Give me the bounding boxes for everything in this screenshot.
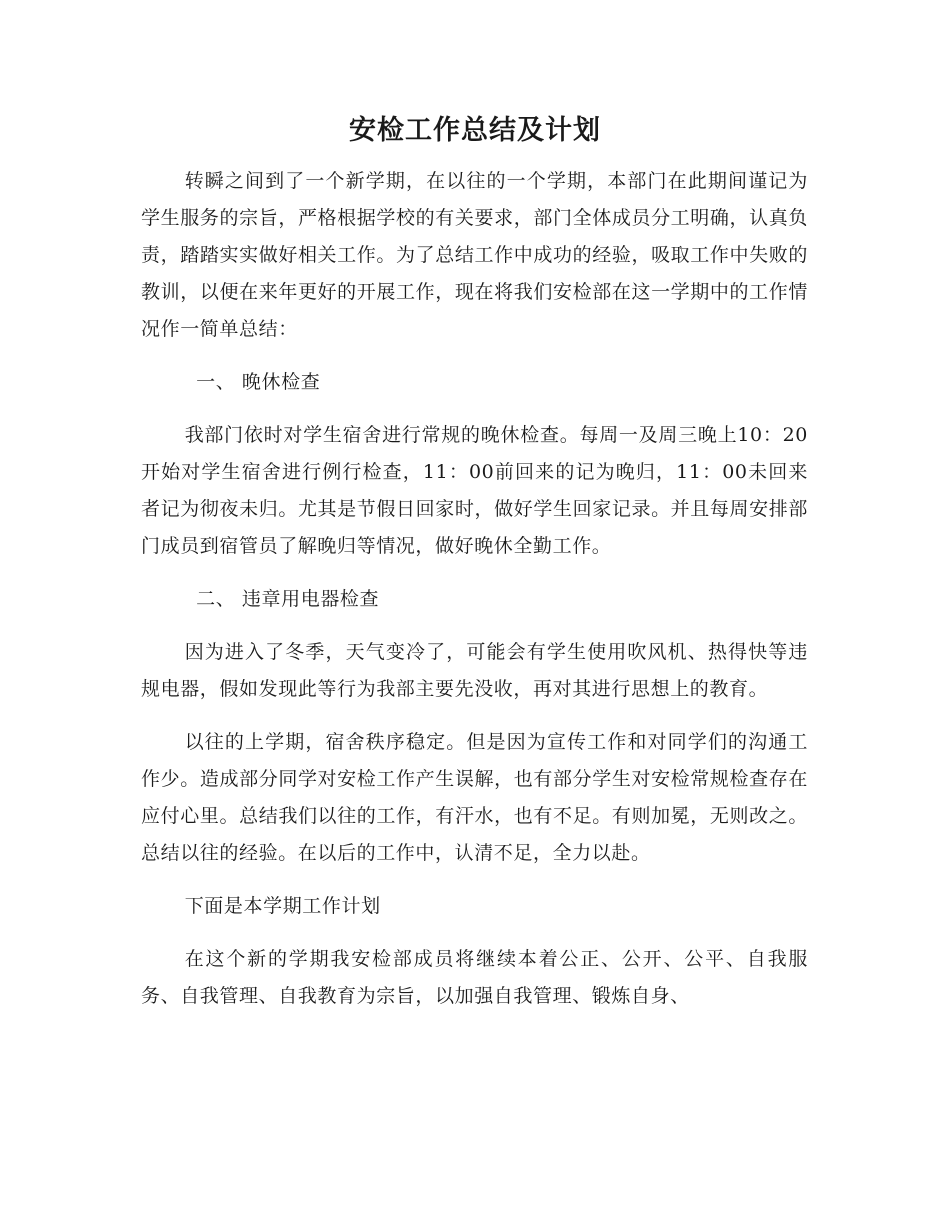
section-heading-appliance-check: 二、 违章用电器检查	[196, 588, 380, 610]
intro-paragraph: 转瞬之间到了一个新学期，在以往的一个学期，本部门在此期间谨记为学生服务的宗旨，严格根据学校的有关要求，部门全体成员分工明确，认真负责，踏踏实实做好相关工作。为了总结工作中成功的经验，吸取工作中失败的教训，以便在来年更好的开展工作，现在将我们安检部在这一学期中的工作情况作一简单总结：	[141, 170, 808, 340]
plan-heading: 下面是本学期工作计划	[184, 895, 381, 917]
review-paragraph: 以往的上学期，宿舍秩序稳定。但是因为宣传工作和对同学们的沟通工作少。造成部分同学对安检工作产生误解，也有部分学生对安检常规检查存在应付心里。总结我们以往的工作，有汗水，也有不足。有则加冕，无则改之。总结以往的经验。在以后的工作中，认清不足，全力以赴。	[141, 731, 808, 864]
night-check-paragraph: 我部门依时对学生宿舍进行常规的晚休检查。每周一及周三晚上10：20开始对学生宿舍进行例行检查，11：00前回来的记为晚归，11：00未回来者记为彻夜未归。尤其是节假日回家时，做好学生回家记录。并且每周安排部门成员到宿管员了解晚归等情况，做好晚休全勤工作。	[141, 424, 808, 557]
plan-paragraph: 在这个新的学期我安检部成员将继续本着公正、公开、公平、自我服务、自我管理、自我教育为宗旨，以加强自我管理、锻炼自身、	[141, 948, 808, 1007]
section-heading-night-check: 一、 晚休检查	[196, 371, 321, 393]
appliance-check-paragraph: 因为进入了冬季，天气变冷了，可能会有学生使用吹风机、热得快等违规电器，假如发现此等行为我部主要先没收，再对其进行思想上的教育。	[141, 641, 808, 700]
document-title: 安检工作总结及计划	[349, 115, 601, 146]
document-body	[141, 163, 808, 1015]
